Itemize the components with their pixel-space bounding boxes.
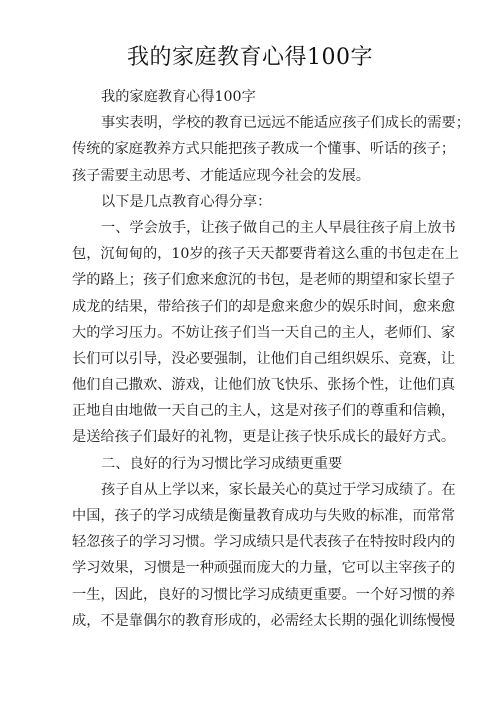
text-line: 学习效果，习惯是一种顽强而庞大的力量，它可以主宰孩子的 (72, 560, 456, 577)
text-line: 轻忽孩子的学习习惯。学习成绩只是代表孩子在特按时段内的 (72, 534, 456, 551)
text-line: 二、良好的行为习惯比学习成绩更重要 (101, 455, 343, 472)
text-line: 正地自由地做一天自己的主人，这是对孩子们的尊重和信赖， (72, 403, 456, 420)
text-line: 成龙的结果，带给孩子们的却是愈来愈少的娱乐时间，愈来愈 (72, 298, 456, 315)
text-line: 孩子自从上学以来，家长最关心的莫过于学习成绩了。在 (101, 481, 456, 498)
text-line: 一、学会放手，让孩子做自己的主人早晨往孩子肩上放书 (101, 219, 456, 236)
text-line: 包，沉甸甸的，10岁的孩子天天都要背着这么重的书包走在上 (72, 246, 459, 263)
document-title: 我的家庭教育心得100字 (127, 45, 373, 70)
document-body (72, 84, 470, 634)
page-bottom-margin (0, 689, 500, 707)
text-line: 是送给孩子们最好的礼物，更是让孩子快乐成长的最好方式。 (72, 429, 456, 446)
text-line: 成，不是靠偶尔的教育形成的，必需经太长期的强化训练慢慢 (72, 612, 456, 629)
text-line: 大的学习压力。不妨让孩子们当一天自己的主人，老师们、家 (72, 324, 456, 341)
text-line: 孩子需要主动思考、才能适应现今社会的发展。 (72, 167, 370, 184)
text-line: 我的家庭教育心得100字 (101, 89, 256, 105)
text-line: 一生，因此，良好的习惯比学习成绩更重要。一个好习惯的养 (72, 586, 456, 603)
text-line: 学的路上；孩子们愈来愈沉的书包，是老师的期望和家长望子 (72, 272, 456, 289)
text-line: 中国，孩子的学习成绩是衡量教育成功与失败的标准，而常常 (72, 508, 456, 524)
text-line: 他们自己撒欢、游戏，让他们放飞快乐、张扬个性，让他们真 (72, 377, 456, 394)
text-line: 事实表明，学校的教育已远远不能适应孩子们成长的需要； (101, 115, 470, 132)
text-line: 传统的家庭教养方式只能把孩子教成一个懂事、听话的孩子； (72, 141, 456, 158)
text-line: 长们可以引导，没必要强制，让他们自己组织娱乐、竞赛，让 (72, 350, 456, 367)
text-line: 以下是几点教育心得分享： (101, 193, 272, 210)
